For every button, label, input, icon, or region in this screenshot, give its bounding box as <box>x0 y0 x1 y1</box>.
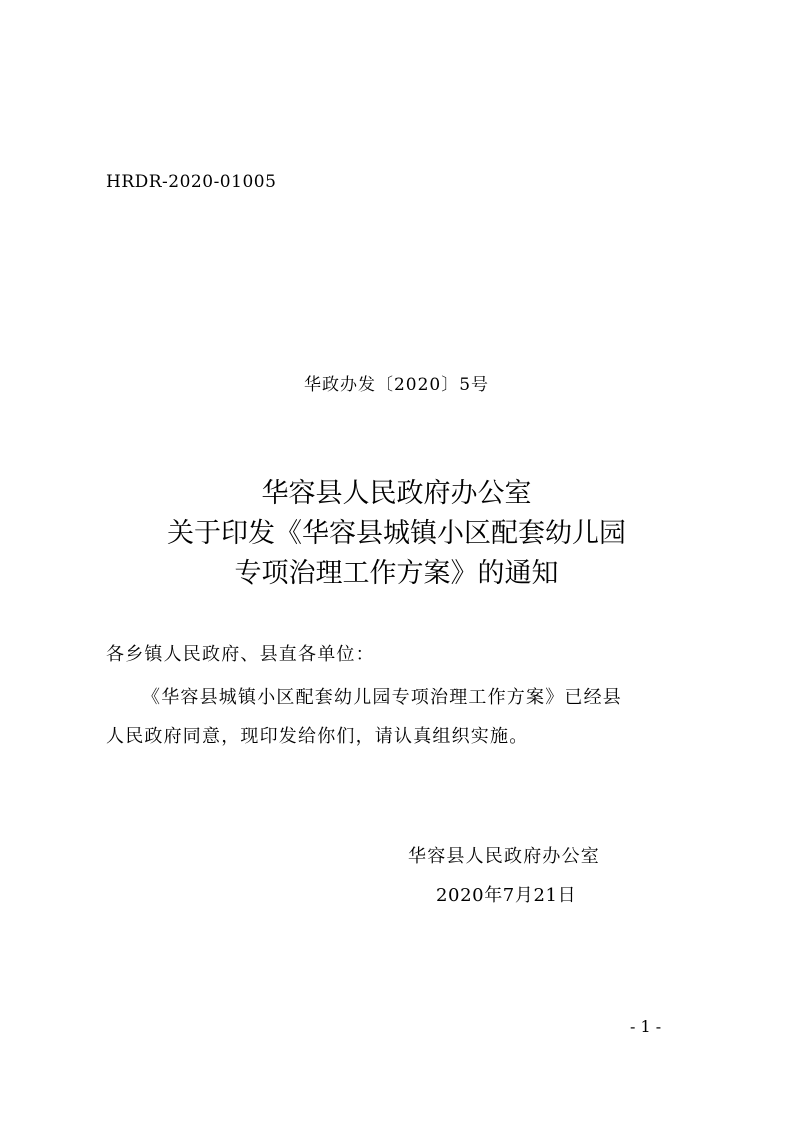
signature-date: 2020年7月21日 <box>436 885 577 906</box>
title-line-3: 专项治理工作方案》的通知 <box>234 558 559 589</box>
title-line-2: 关于印发《华容县城镇小区配套幼儿园 <box>167 518 626 549</box>
addressee: 各乡镇人民政府、县直各单位： <box>106 644 375 665</box>
document-title <box>0 474 793 594</box>
body-paragraph-line-2: 人民政府同意，现印发给你们，请认真组织实施。 <box>106 726 529 747</box>
page-number: - 1 - <box>630 1017 662 1036</box>
issue-number: 华政办发〔2020〕5号 <box>303 375 490 395</box>
document-code: HRDR-2020-01005 <box>106 172 277 192</box>
body-paragraph-line-1: 《华容县城镇小区配套幼儿园专项治理工作方案》已经县 <box>142 687 622 708</box>
signature-organization: 华容县人民政府办公室 <box>408 846 600 867</box>
title-line-1: 华容县人民政府办公室 <box>261 478 532 509</box>
